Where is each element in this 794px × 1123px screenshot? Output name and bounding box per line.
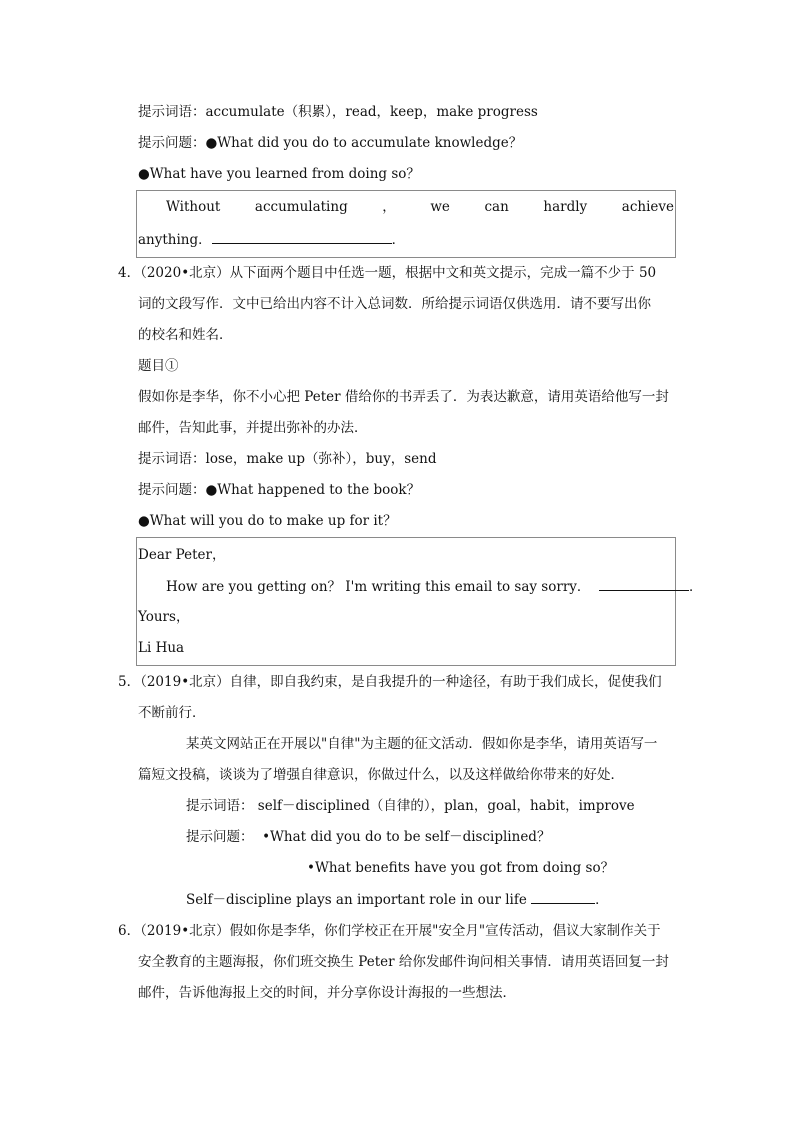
q4-line-3: 的校名和姓名． [138, 327, 233, 343]
q5-start-text: Self－discipline plays an important role in our life [186, 892, 527, 908]
q3-box-word: hardly [543, 199, 588, 215]
q3-box-word: can [484, 199, 509, 215]
q6-line-2: 安全教育的主题海报，你们班交换生 Peter 给你发邮件询问相关事情．请用英语回复一封 [138, 954, 669, 970]
q5-hint-words: 提示词语： self－disciplined（自律的），plan，goal，habit，improve [186, 798, 635, 814]
q4-para-1: 假如你是李华，你不小心把 Peter 借给你的书弄丢了．为表达歉意，请用英语给他写一封 [138, 389, 669, 405]
q5-para-2: 篇短文投稿，谈谈为了增强自律意识，你做过什么，以及这样做给你带来的好处． [138, 767, 624, 783]
q4-hint-words: 提示词语：lose，make up（弥补），buy，send [138, 451, 437, 467]
q5-hint-questions [186, 827, 550, 847]
q3-hint-question-label: 提示问题： [138, 135, 206, 151]
q4-topic-label: 题目① [138, 358, 179, 374]
q5-hint-question-label: 提示问题： [186, 829, 254, 845]
q5-line-2: 不断前行． [138, 705, 206, 721]
q4-letter-name: Li Hua [138, 640, 185, 656]
q4-line-1: 4．（2020•北京）从下面两个题目中任选一题，根据中文和英文提示，完成一篇不少于 50 [118, 265, 657, 281]
q4-letter-body-end: ． [689, 579, 703, 595]
q5-para-1: 某英文网站正在开展以"自律"为主题的征文活动．假如你是李华，请用英语写一 [186, 736, 658, 752]
q5-answer-blank[interactable] [531, 889, 595, 904]
q6-line-3: 邮件，告诉他海报上交的时间，并分享你设计海报的一些想法． [138, 985, 516, 1001]
q4-letter-body-text: How are you getting on？ I'm writing this email to say sorry． [166, 579, 591, 595]
q3-box-word: accumulating [254, 199, 348, 215]
q3-box-line-2 [138, 229, 405, 250]
q4-letter-closing: Yours， [138, 609, 190, 625]
q3-box-line-2-end: ． [391, 232, 406, 248]
q4-hint-question-2: ●What will you do to make up for it？ [138, 513, 397, 529]
q4-letter-greeting: Dear Peter， [138, 547, 226, 563]
q3-box-line-1 [166, 197, 674, 217]
q4-hint-question-label: 提示问题： [138, 482, 206, 498]
q4-letter-blank[interactable] [599, 576, 689, 591]
q3-box-word: Without [166, 199, 221, 215]
q3-box-word: achieve [621, 199, 674, 215]
q3-hint-questions [138, 133, 522, 153]
q3-hint-words: 提示词语：accumulate（积累），read，keep，make progress [138, 104, 538, 120]
q3-box-word: we [430, 199, 450, 215]
q5-hint-question-1: •What did you do to be self－disciplined？ [262, 829, 551, 845]
q3-hint-question-2: ●What have you learned from doing so？ [138, 166, 420, 182]
q5-hint-question-2: •What benefits have you got from doing so？ [307, 860, 615, 876]
q4-letter-body [166, 576, 703, 597]
q3-box-word: ， [382, 199, 396, 215]
q3-hint-question-1: ●What did you do to accumulate knowledge？ [205, 135, 523, 151]
q4-para-2: 邮件，告知此事，并提出弥补的办法． [138, 420, 368, 436]
q5-line-1: 5．（2019•北京）自律，即自我约束，是自我提升的一种途径，有助于我们成长，促使我们 [118, 674, 662, 690]
q5-start-sentence [186, 889, 609, 910]
q3-answer-blank[interactable] [212, 229, 392, 244]
q4-hint-questions [138, 480, 420, 500]
q4-hint-question-1: ●What happened to the book？ [205, 482, 421, 498]
q5-start-end: ． [595, 892, 609, 908]
q4-line-2: 词的文段写作．文中已给出内容不计入总词数．所给提示词语仅供选用．请不要写出你 [138, 296, 651, 312]
q3-box-line-2-start: anything． [138, 232, 212, 248]
q6-line-1: 6．（2019•北京）假如你是李华，你们学校正在开展"安全月"宣传活动，倡议大家制作关于 [118, 923, 661, 939]
